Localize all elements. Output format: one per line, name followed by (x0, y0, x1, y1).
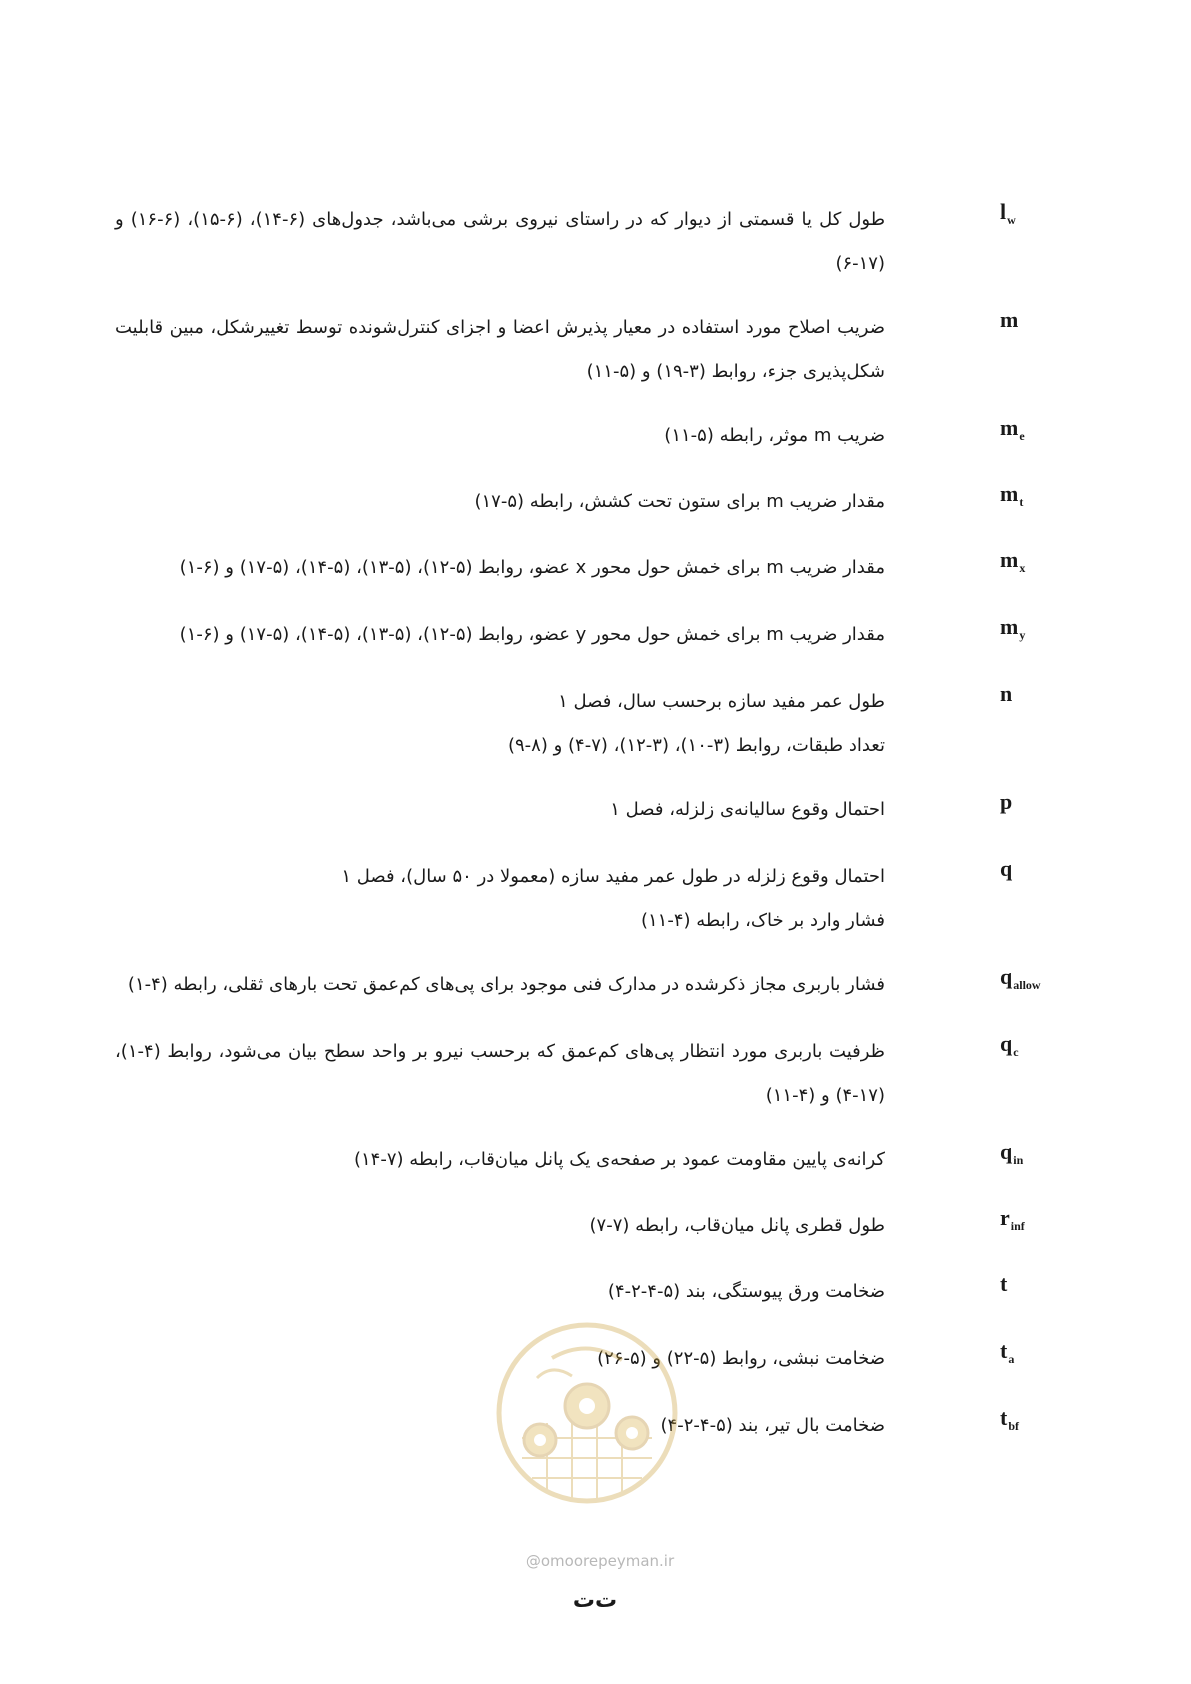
symbol: n (1000, 681, 1013, 706)
watermark-logo (492, 1318, 682, 1518)
description: کرانه‌ی پایین مقاومت عمود بر صفحه‌ی یک پانل میان‌قاب، رابطه (۷-۱۴) (353, 1149, 885, 1170)
description: فشار باربری مجاز ذکرشده در مدارک فنی موجود برای پی‌های کم‌عمق تحت بارهای ثقلی، رابطه (۴-۱) (127, 974, 885, 995)
description: ظرفیت باربری مورد انتظار پی‌های کم‌عمق که برحسب نیرو بر واحد سطح بیان می‌شود، روابط (۴-۱)، (۴-۱۷) و (۴-۱۱) (115, 1041, 885, 1106)
symbol: $m_x$ (1000, 547, 1026, 575)
description: طول کل یا قسمتی از دیوار که در راستای نیروی برشی می‌باشد، جدول‌های (۶-۱۴)، (۶-۱۵)، (۶-۱۶) و (۶-۱۷) (115, 209, 886, 274)
description: ضخامت ورق پیوستگی، بند (۵-۴-۲-۴) (607, 1281, 885, 1302)
symbol: $q_{allow}$ (1000, 964, 1041, 992)
symbol: m (1000, 307, 1019, 332)
description: طول عمر مفید سازه برحسب سال، فصل ۱ تعداد طبقات، روابط (۳-۱۰)، (۳-۱۲)، (۷-۴) و (۸-۹) (507, 691, 885, 756)
symbol: p (1000, 789, 1013, 814)
description: احتمال وقوع سالیانه‌ی زلزله، فصل ۱ (610, 799, 885, 820)
symbol: $r_{inf}$ (1000, 1205, 1025, 1233)
symbol: $q_{in}$ (1000, 1139, 1024, 1167)
description: طول قطری پانل میان‌قاب، رابطه (۷-۷) (589, 1215, 885, 1236)
description: ضریب m موثر، رابطه (۵-۱۱) (664, 425, 885, 446)
symbol: $l_w$ (1000, 199, 1016, 227)
description: مقدار ضریب m برای خمش حول محور y عضو، روابط (۵-۱۲)، (۵-۱۳)، (۵-۱۴)، (۵-۱۷) و (۶-۱) (179, 624, 885, 645)
page-number: ت‌ت (572, 1588, 618, 1613)
symbol: $t_a$ (1000, 1338, 1015, 1366)
description: احتمال وقوع زلزله در طول عمر مفید سازه (معمولا در ۵۰ سال)، فصل ۱ فشار وارد بر خاک، رابطه (۴-۱۱) (341, 866, 885, 931)
symbol: $q_c$ (1000, 1031, 1019, 1059)
symbol: $t_{bf}$ (1000, 1405, 1019, 1433)
symbol: $m_t$ (1000, 481, 1024, 509)
description: ضریب اصلاح مورد استفاده در معیار پذیرش اعضا و اجزای کنترل‌شونده توسط تغییرشکل، مبین قابلیت شکل‌پذیری جزء، روابط (۳-۱۹) و (۵-۱۱) (115, 317, 885, 382)
description: ضخامت نبشی، روابط (۵-۲۲) و (۵-۲۶) (597, 1348, 885, 1369)
gear-logo-icon (492, 1318, 682, 1518)
symbol: t (1000, 1271, 1008, 1296)
description: مقدار ضریب m برای ستون تحت کشش، رابطه (۵-۱۷) (474, 491, 885, 512)
symbol: $m_y$ (1000, 614, 1026, 642)
symbol: q (1000, 856, 1013, 881)
description: مقدار ضریب m برای خمش حول محور x عضو، روابط (۵-۱۲)، (۵-۱۳)، (۵-۱۴)، (۵-۱۷) و (۶-۱) (179, 557, 885, 578)
watermark-url: @omoorepeyman.ir (525, 1552, 675, 1570)
symbol: $m_e$ (1000, 415, 1025, 443)
description: ضخامت بال تیر، بند (۵-۴-۲-۴) (660, 1415, 885, 1436)
